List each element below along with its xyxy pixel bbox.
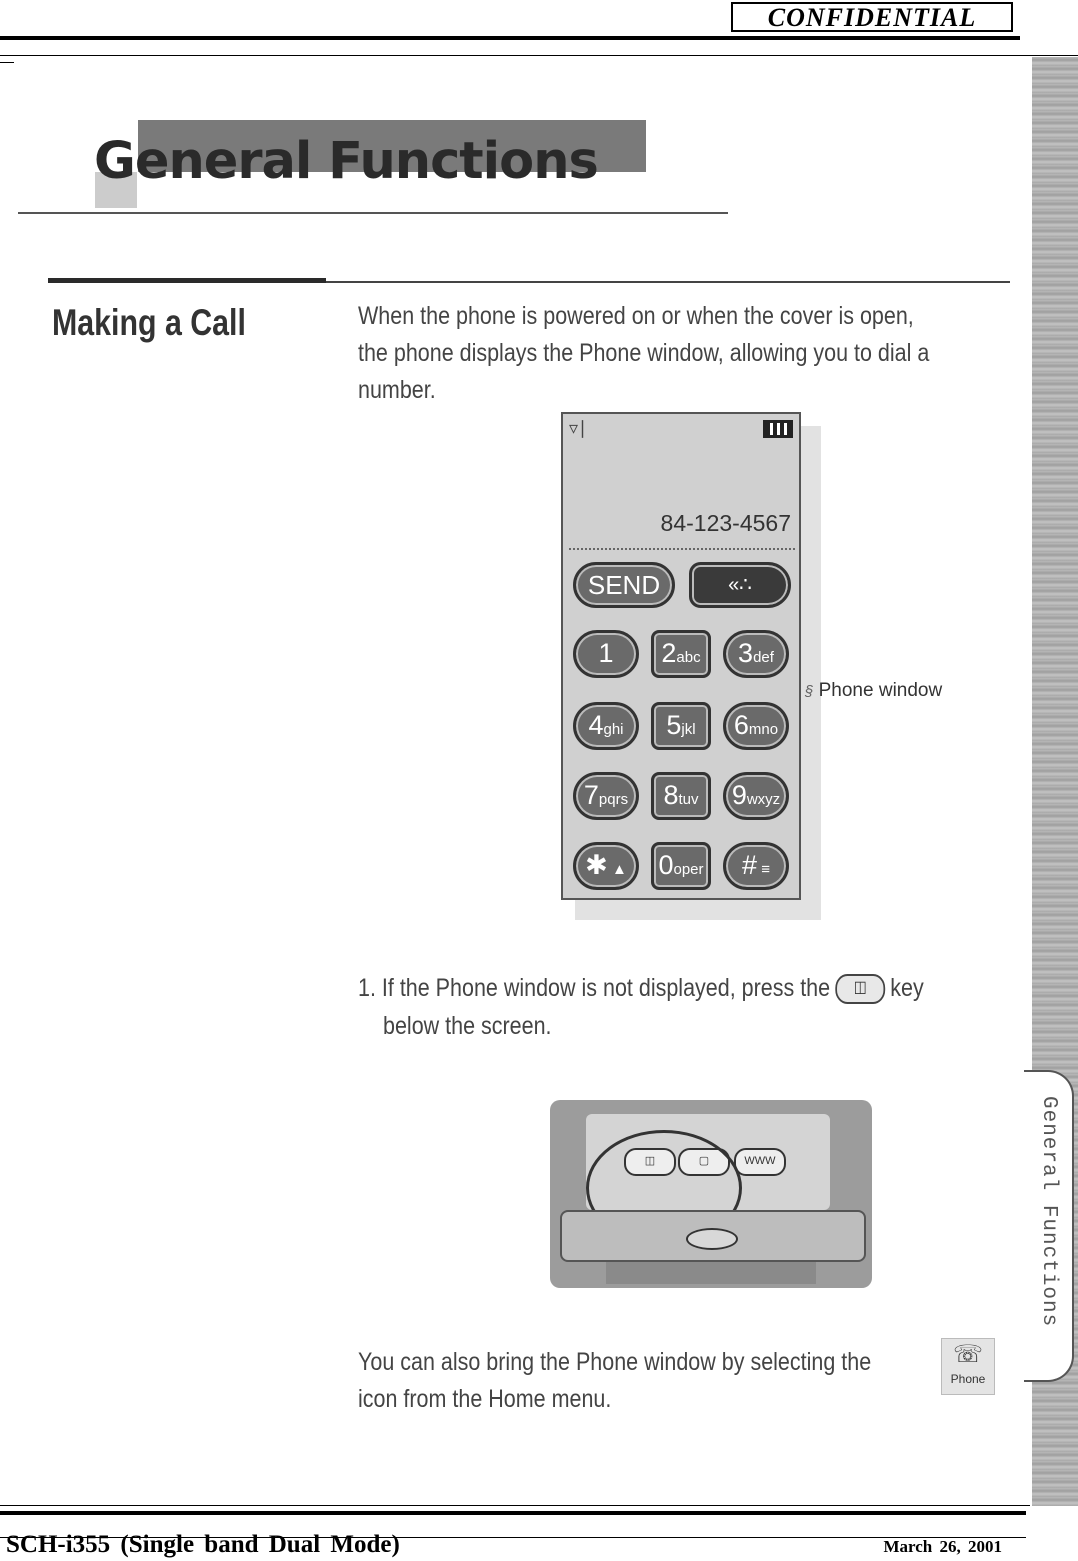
signal-icon: ▿∣ (569, 418, 588, 438)
key-8: 8tuv (651, 772, 711, 820)
device-base (606, 1262, 816, 1284)
section-rule-thin (326, 281, 1010, 283)
intro-line-2: the phone displays the Phone window, allowing you to dial a (358, 339, 930, 367)
hardware-keys-figure (550, 1100, 872, 1288)
key-4: 4ghi (573, 702, 639, 750)
intro-line-1: When the phone is powered on or when the cover is open, (358, 302, 914, 330)
key-6: 6mno (723, 702, 789, 750)
step-1-line-2: below the screen. (383, 1012, 552, 1040)
footer-rule-thick (0, 1511, 1026, 1515)
send-key: SEND (573, 562, 675, 608)
header-rule-tick (0, 62, 14, 63)
step-1-line-1: 1. If the Phone window is not displayed, press the ◫ key (358, 970, 924, 1007)
section-title: Making a Call (52, 302, 246, 343)
key-7: 7pqrs (573, 772, 639, 820)
vibrate-icon: ≡ (757, 861, 770, 878)
footer-rule-thin (0, 1505, 1030, 1506)
phone-button-icon: ◫ (624, 1148, 676, 1176)
footer-date: March 26, 2001 (883, 1537, 1002, 1556)
intro-line-3: number. (358, 376, 436, 404)
footer-model: SCH-i355 (Single band Dual Mode) (6, 1531, 400, 1558)
title-rule (18, 212, 728, 214)
menu-button-icon: ▢ (678, 1148, 730, 1176)
phone-icon (941, 1338, 995, 1395)
phone-icon-label: Phone (950, 1372, 986, 1386)
key-0: 0oper (651, 842, 711, 890)
key-star: ✱ ▲ (573, 842, 639, 890)
phone-key-icon: ◫ (835, 974, 885, 1004)
callout-mark-icon: § (805, 683, 814, 700)
www-button: WWW (734, 1148, 786, 1176)
also-line-2: icon from the Home menu. (358, 1385, 612, 1413)
header-rule-thick (0, 36, 1020, 40)
page-title: General Functions (94, 132, 598, 191)
key-5: 5jkl (651, 702, 711, 750)
header-rule-thin (0, 55, 1078, 56)
section-rule-thick (48, 278, 326, 283)
key-hash: # ≡ (723, 842, 789, 890)
key-9: 9wxyz (723, 772, 789, 820)
key-3: 3def (723, 630, 789, 678)
confidential-label: CONFIDENTIAL (731, 2, 1013, 32)
also-line-1: You can also bring the Phone window by selecting the (358, 1348, 872, 1376)
key-2: 2abc (651, 630, 711, 678)
phone-window-figure (561, 412, 801, 900)
hinge-indicator-icon (686, 1228, 738, 1250)
end-key-icon: «∴ (689, 562, 791, 608)
dialed-number: 84-123-4567 (660, 510, 791, 536)
phone-window-callout: § Phone window (805, 680, 943, 701)
key-1: 1 (573, 630, 639, 678)
side-tab-label: General Functions (1037, 1096, 1060, 1328)
number-divider (569, 548, 795, 550)
lock-icon: ▲ (607, 861, 627, 878)
phone-handset-icon: ☏ (952, 1341, 983, 1368)
battery-icon (763, 420, 793, 438)
